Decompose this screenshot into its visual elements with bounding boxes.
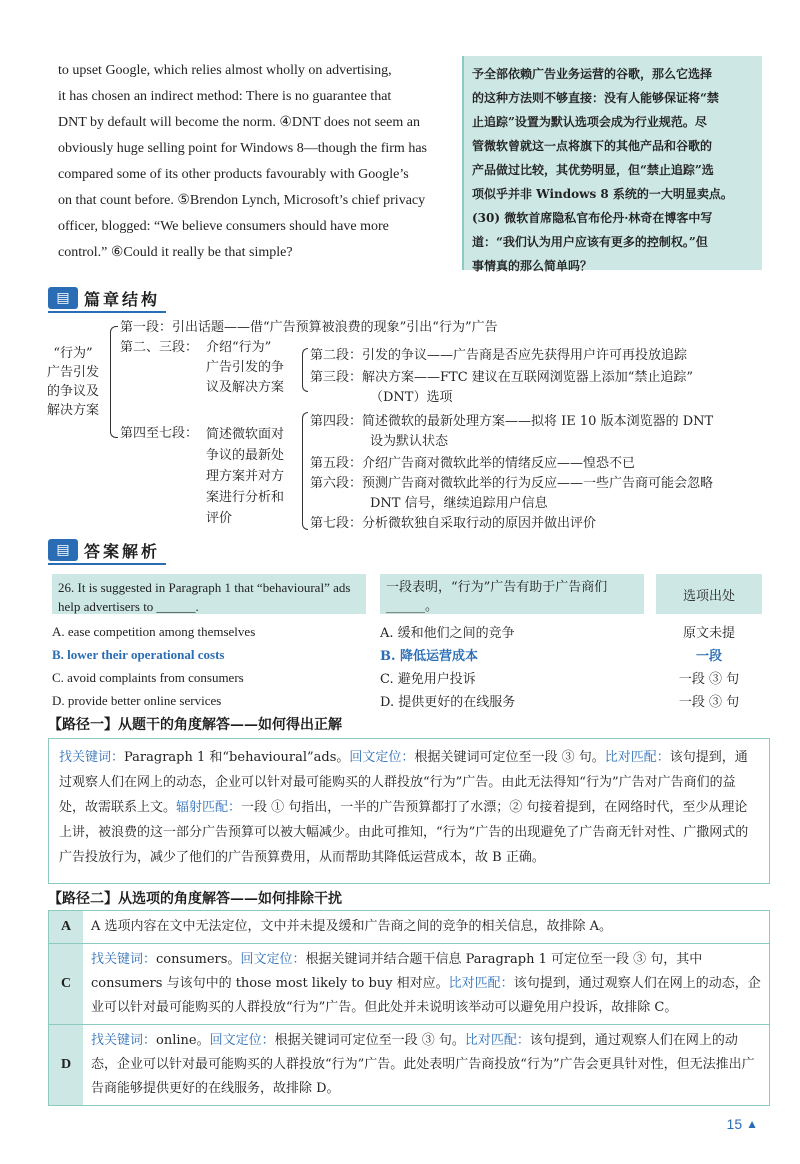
book-icon: ▤	[48, 287, 78, 309]
path1-title: 【路径一】从题干的角度解答——如何得出正解	[48, 717, 342, 733]
translation-line: 予全部依赖广告业务运营的谷歌，那么它选择	[472, 67, 713, 81]
question-english: 26. It is suggested in Paragraph 1 that “behavioural” ads help advertisers to ______.	[52, 574, 366, 614]
passage-line: compared some of its other products favourably with Google’s	[58, 167, 409, 182]
divider	[48, 563, 166, 565]
option-row-correct	[52, 643, 762, 666]
path2-title: 【路径二】从选项的角度解答——如何排除干扰	[48, 891, 342, 907]
option-row	[52, 620, 762, 643]
passage-line: control.” ⑥Could it really be that simple?	[58, 245, 293, 260]
passage-line: obviously huge selling point for Windows 8—though the firm has	[58, 141, 427, 156]
structure-root: “行为” 广告引发 的争议及 解决方案	[46, 346, 99, 418]
structure-para1: 第一段：引出话题——借“广告预算被浪费的现象”引出“行为”广告	[120, 320, 498, 335]
structure-para23-desc: 介绍“行为” 广告引发的争 议及解决方案	[206, 340, 285, 395]
analysis-text: 该句提到，通过观察人们在网上的动态，企业可以针对最可能购买的人群投放“行为”广告。但此处并未说明该举动可以避免用户投诉，故排除 C。	[91, 976, 761, 1015]
structure-para23-label: 第二、三段：	[120, 340, 199, 355]
analysis-text: 根据关键词可定位至一段 ③ 句。	[274, 1033, 465, 1048]
translation-line: (30) 微软首席隐私官布伦丹·林奇在博客中写	[472, 211, 713, 225]
structure-para4: 第四段：简述微软的最新处理方案——拟将 IE 10 版本浏览器的 DNT	[310, 414, 714, 429]
path1-box	[48, 738, 770, 884]
keyword-label: 比对匹配：	[464, 1033, 530, 1048]
keyword-label: 比对匹配：	[604, 750, 670, 765]
passage-line: it has chosen an indirect method: There is no guarantee that	[58, 89, 392, 104]
question-row	[52, 574, 762, 614]
structure-para6-cont: DNT 信号，继续追踪用户信息	[370, 496, 548, 511]
option-en: C. avoid complaints from consumers	[52, 669, 244, 685]
path1-text: 一段 ① 句指出，一半的广告预算都打了水漂；② 句接着提到，在网络时代，至少从理论上讲，被浪费的这一部分广告预算可以被大幅减少。由此可推知，“行为”广告的出现避免了广告商无针对性、广撒网式的广告投放行为，减少了他们的广告预算费用，从而帮助其降低运营成本，故 B 正确。	[59, 800, 749, 865]
structure-para3: 第三段：解决方案——FTC 建议在互联网浏览器上添加“禁止追踪”	[310, 370, 694, 385]
keyword-label: 找关键词：	[59, 750, 125, 765]
book-icon: ▤	[48, 539, 78, 561]
passage-translation	[462, 56, 762, 273]
passage-line: DNT by default will become the norm. ④DNT does not seem an	[58, 115, 420, 130]
option-en: B. lower their operational costs	[52, 646, 225, 662]
divider	[48, 311, 166, 313]
passage-line: officer, blogged: “We believe consumers should have more	[58, 219, 389, 234]
table-row	[49, 911, 769, 944]
option-source: 一段 ③ 句	[678, 695, 740, 710]
path1-text: 该句提到，通过观察人们在网上的动态，企业可以针对最可能购买的人群投放“行为”广告。由此无法得知“行为”广告对广告商们的益处，故需联系上文。	[59, 750, 748, 815]
option-cn: B. 降低运营成本	[380, 649, 479, 664]
option-analysis	[83, 944, 769, 1024]
brace	[302, 348, 308, 392]
analysis-text: 该句提到，通过观察人们在网上的动态，企业可以针对最可能购买的人群投放“行为”广告。此处表明广告商投放“行为”广告会更具针对性，但无法推出广告商能够提供更好的在线服务，故排除 D。	[91, 1033, 755, 1096]
structure-para6: 第六段：预测广告商对微软此举的行为反应——一些广告商可能会忽略	[310, 476, 714, 491]
analysis-text: online。	[156, 1033, 210, 1048]
question-chinese: 一段表明，“行为”广告有助于广告商们______。	[380, 574, 644, 614]
structure-para47-label: 第四至七段：	[120, 426, 199, 441]
structure-para3-cont: （DNT）选项	[370, 390, 453, 405]
option-analysis: A 选项内容在文中无法定位，文中并未提及缓和广告商之间的竞争的相关信息，故排除 A。	[91, 919, 613, 934]
structure-para4-cont: 设为默认状态	[370, 434, 449, 449]
option-key: C	[49, 944, 83, 1024]
option-row	[52, 689, 762, 712]
question-table	[52, 574, 762, 712]
table-row	[49, 944, 769, 1025]
translation-line: 道：“我们认为用户应该有更多的控制权。”但	[472, 235, 708, 249]
structure-diagram	[40, 318, 770, 530]
keyword-label: 回文定位：	[209, 1033, 275, 1048]
passage-english	[58, 58, 450, 266]
passage-line: on that count before. ⑤Brendon Lynch, Microsoft’s chief privacy	[58, 193, 426, 208]
option-key: D	[49, 1025, 83, 1105]
structure-heading	[48, 286, 160, 310]
keyword-label: 回文定位：	[349, 750, 415, 765]
page-number	[727, 1116, 758, 1132]
brace	[302, 412, 308, 530]
keyword-label: 辐射匹配：	[176, 800, 242, 815]
translation-line: 项似乎并非 Windows 8 系统的一大明显卖点。	[472, 187, 733, 201]
option-en: D. provide better online services	[52, 692, 222, 708]
option-source: 一段	[695, 649, 722, 664]
keyword-label: 回文定位：	[240, 952, 306, 967]
translation-line: 产品做过比较，其优势明显，但“禁止追踪”选	[472, 163, 714, 177]
brace	[110, 326, 118, 438]
translation-line: 止追踪”设置为默认选项会成为行业规范。尽	[472, 115, 707, 129]
option-cn: D. 提供更好的在线服务	[380, 695, 516, 710]
keyword-label: 比对匹配：	[448, 976, 514, 991]
option-source: 一段 ③ 句	[678, 672, 740, 687]
keyword-label: 找关键词：	[91, 1033, 157, 1048]
analysis-heading	[48, 538, 160, 562]
option-analysis	[83, 1025, 769, 1105]
source-header: 选项出处	[656, 574, 762, 614]
option-en: A. ease competition among themselves	[52, 623, 256, 639]
structure-title: 篇章结构	[84, 289, 161, 309]
structure-para5: 第五段：介绍广告商对微软此举的情绪反应——惶恐不已	[310, 456, 636, 471]
graduation-cap-icon: ▲	[746, 1117, 758, 1131]
keyword-label: 找关键词：	[91, 952, 157, 967]
analysis-title: 答案解析	[84, 541, 161, 561]
option-cn: A. 缓和他们之间的竞争	[380, 626, 515, 641]
translation-line: 管微软曾就这一点将旗下的其他产品和谷歌的	[472, 139, 713, 153]
option-source: 原文未提	[682, 626, 735, 641]
option-cn: C. 避免用户投诉	[380, 672, 476, 687]
option-key: A	[49, 911, 83, 943]
translation-line: 事情真的那么简单吗？	[472, 259, 593, 273]
path2-table	[48, 910, 770, 1106]
structure-para7: 第七段：分析微软独自采取行动的原因并做出评价	[310, 516, 597, 531]
page-number-text: 15	[726, 1116, 743, 1132]
passage-line: to upset Google, which relies almost wholly on advertising,	[58, 63, 392, 78]
translation-line: 的这种方法则不够直接：没有人能够保证将“禁	[472, 91, 719, 105]
structure-para2: 第二段：引发的争议——广告商是否应先获得用户许可再投放追踪	[310, 348, 688, 363]
path1-text: Paragraph 1 和“behavioural”ads。	[124, 750, 350, 765]
path1-text: 根据关键词可定位至一段 ③ 句。	[414, 750, 605, 765]
table-row	[49, 1025, 769, 1105]
structure-para47-desc: 简述微软面对 争议的最新处 理方案并对方 案进行分析和 评价	[206, 427, 285, 526]
analysis-text: 根据关键词并结合题干信息 Paragraph 1 可定位至一段 ③ 句，其中 consumers 与该句中的 those most likely to buy 相对应。	[91, 952, 703, 991]
option-row	[52, 666, 762, 689]
analysis-text: consumers。	[156, 952, 241, 967]
